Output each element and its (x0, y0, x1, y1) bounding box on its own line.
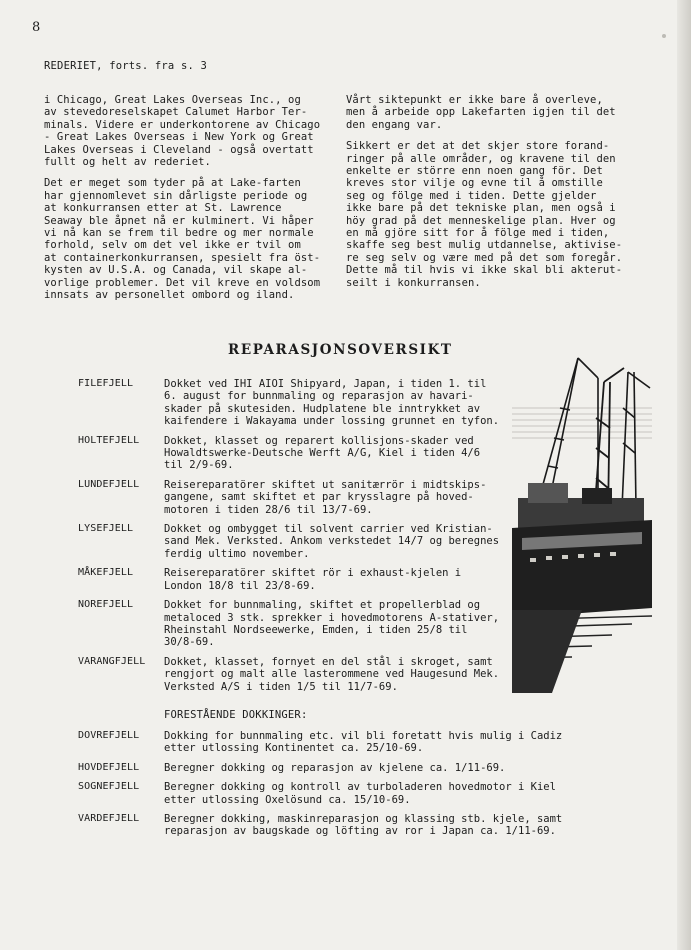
text-line: Beregner dokking, maskinreparasjon og klassing stb. kjele, samt (164, 812, 563, 825)
text-line: til 2/9-69. (164, 459, 234, 472)
text-line: Dokket ved IHI AIOI Shipyard, Japan, i tiden 1. til (164, 378, 487, 390)
continuation-note: REDERIET, forts. fra s. 3 (44, 60, 208, 72)
text-line: i Chicago, Great Lakes Overseas Inc., og (44, 94, 301, 106)
text-line: Sikkert er det at det skjer store forand- (346, 140, 610, 153)
text-line: den engang var. (346, 118, 443, 131)
text-line: Dokket for bunnmaling, skiftet et propellerblad og (164, 599, 481, 612)
text-line: gangene, samt skiftet et par krysslagre på hoved- (164, 491, 474, 504)
text-line: metaloced 3 stk. sprekker i hovedmotorens A-stativer, (164, 611, 500, 624)
text-line: höy grad på det menneskelige plan. Hver og (346, 214, 616, 227)
ship-name: FILEFJELL (78, 378, 134, 389)
ship-name: SOGNEFJELL (78, 781, 140, 793)
paragraph (44, 94, 334, 168)
text-line: Vårt siktepunkt er ikke bare å overleve, (346, 94, 603, 106)
text-line: kysten av U.S.A. og Canada, vil skape al- (44, 264, 308, 277)
ship-name: HOVDEFJELL (78, 761, 140, 773)
text-line: Reisereparatörer skiftet ut sanitærrör i midtskips- (164, 478, 487, 491)
text-line: seg og fölge med i tiden. Dette gjelder (346, 189, 597, 202)
upcoming-dockings-heading: FORESTÅENDE DOKKINGER: (164, 708, 308, 721)
text-line: Det er meget som tyder på at Lake-farten (44, 177, 301, 190)
text-line: 30/8-69. (164, 636, 215, 649)
text-line: - Great Lakes Overseas i New York og Great (44, 131, 314, 144)
paragraph (44, 177, 334, 301)
text-line: Beregner dokking og kontroll av turboladeren hovedmotor i Kiel (164, 781, 556, 794)
text-line: motoren i tiden 28/6 til 13/7-69. (164, 503, 373, 516)
text-line: etter utlossing Kontinentet ca. 25/10-69. (164, 742, 424, 755)
text-line: vorlige problemer. Det vil kreve en voldsom (44, 276, 321, 289)
text-line: Dokket, klasset, fornyet en del stål i skroget, samt (164, 655, 493, 668)
page-number: 8 (32, 20, 41, 35)
text-line: Dokket og ombygget til solvent carrier ved Kristian- (164, 523, 493, 536)
text-line: Beregner dokking og reparasjon av kjelene ca. 1/11-69. (164, 761, 506, 774)
repair-entry (40, 762, 650, 774)
ship-name: HOLTEFJELL (78, 434, 140, 446)
text-line: en må gjöre sitt for å fölge med i tiden, (346, 227, 610, 240)
text-line: Rheinstahl Nordseewerke, Emden, i tiden 25/8 til (164, 623, 468, 636)
text-line: minals. Videre er underkontorene av Chicago (44, 118, 321, 131)
ship-name: NOREFJELL (78, 599, 134, 611)
text-line: Seaway ble åpnet nå er kulminert. Vi håper (44, 214, 314, 227)
text-line: reparasjon av baugskade og löfting av ror i Japan ca. 1/11-69. (164, 825, 556, 838)
ship-name: DOVREFJELL (78, 729, 140, 741)
text-line: skader på skutesiden. Hudplatene ble inntrykket av (164, 402, 481, 415)
ship-name: LUNDEFJELL (78, 478, 140, 490)
text-line: Reisereparatörer skiftet rör i exhaust-kjelen i (164, 567, 462, 580)
text-line: at containerkonkurransen, spesielt fra öst- (44, 251, 321, 264)
text-line: vi nå kan se frem til bedre og mer normale (44, 227, 314, 240)
text-line: re seg selv og være med på det som foregår. (346, 251, 623, 264)
text-line: enkelte er större enn noen gang för. Det (346, 165, 603, 178)
text-line: innsats av personellet ombord og iland. (44, 289, 295, 302)
text-line: skaffe seg best mulig utdannelse, aktivise- (346, 239, 623, 252)
text-line: ikke bare på det tekniske plan, men også i (346, 202, 616, 215)
text-line: etter utlossing Oxelösund ca. 15/10-69. (164, 793, 411, 806)
repair-description (164, 781, 650, 806)
text-line: Lakes Overseas i Cleveland - også overtatt (44, 143, 314, 156)
paragraph (346, 94, 656, 131)
shipyard-crane-illustration (512, 348, 652, 693)
repair-entry (40, 781, 650, 806)
text-line: sand Mek. Verksted. Ankom verkstedet 14/7 og beregnes (164, 535, 500, 548)
repair-entry (40, 813, 650, 838)
repair-description (164, 762, 650, 774)
text-line: av stevedoreselskapet Calumet Harbor Ter- (44, 106, 308, 119)
text-line: Howaldtswerke-Deutsche Werft A/G, Kiel i tiden 4/6 (164, 447, 481, 460)
text-line: ringer på alle områder, og kravene til den (346, 152, 616, 165)
section-title: REPARASJONSOVERSIKT (228, 342, 453, 358)
text-line: fullt og helt av rederiet. (44, 156, 211, 169)
text-line: London 18/8 til 23/8-69. (164, 579, 316, 592)
text-line: Dokket, klasset og reparert kollisjons-skader ved (164, 434, 474, 447)
ship-name: VARANGFJELL (78, 655, 146, 667)
repair-entry (40, 730, 650, 755)
repair-description (164, 730, 650, 755)
right-text-column (346, 94, 656, 298)
ship-name: LYSEFJELL (78, 523, 134, 535)
ship-name: VARDEFJELL (78, 812, 140, 824)
text-line: Dokking for bunnmaling etc. vil bli foretatt hvis mulig i Cadiz (164, 729, 563, 742)
text-line: ferdig ultimo november. (164, 547, 310, 560)
text-line: kaifendere i Wakayama under lossing grunnet en tyfon. (164, 415, 500, 428)
ship-name: MÅKEFJELL (78, 567, 134, 579)
text-line: 6. august for bunnmaling og reparasjon av havari- (164, 390, 474, 403)
text-line: at konkurransen etter at St. Lawrence (44, 202, 282, 215)
text-line: Dette må til hvis vi ikke skal bli akterut- (346, 264, 623, 277)
paper-speck (662, 34, 666, 38)
text-line: seilt i konkurransen. (346, 276, 481, 289)
text-line: men å arbeide opp Lakefarten igjen til det (346, 106, 616, 119)
text-line: kreves stor vilje og evne til å omstille (346, 177, 603, 190)
page-edge-shadow (677, 0, 691, 950)
paragraph (346, 140, 656, 289)
text-line: forhold, selv om det vel ikke er tvil om (44, 239, 301, 252)
repair-description (164, 813, 650, 838)
text-line: har gjennomlevet sin dårligste periode og (44, 189, 308, 202)
text-line: Verksted A/S i tiden 1/5 til 11/7-69. (164, 680, 398, 693)
left-text-column (44, 94, 334, 311)
text-line: rengjort og malt alle lasterommene ved Haugesund Mek. (164, 668, 500, 681)
